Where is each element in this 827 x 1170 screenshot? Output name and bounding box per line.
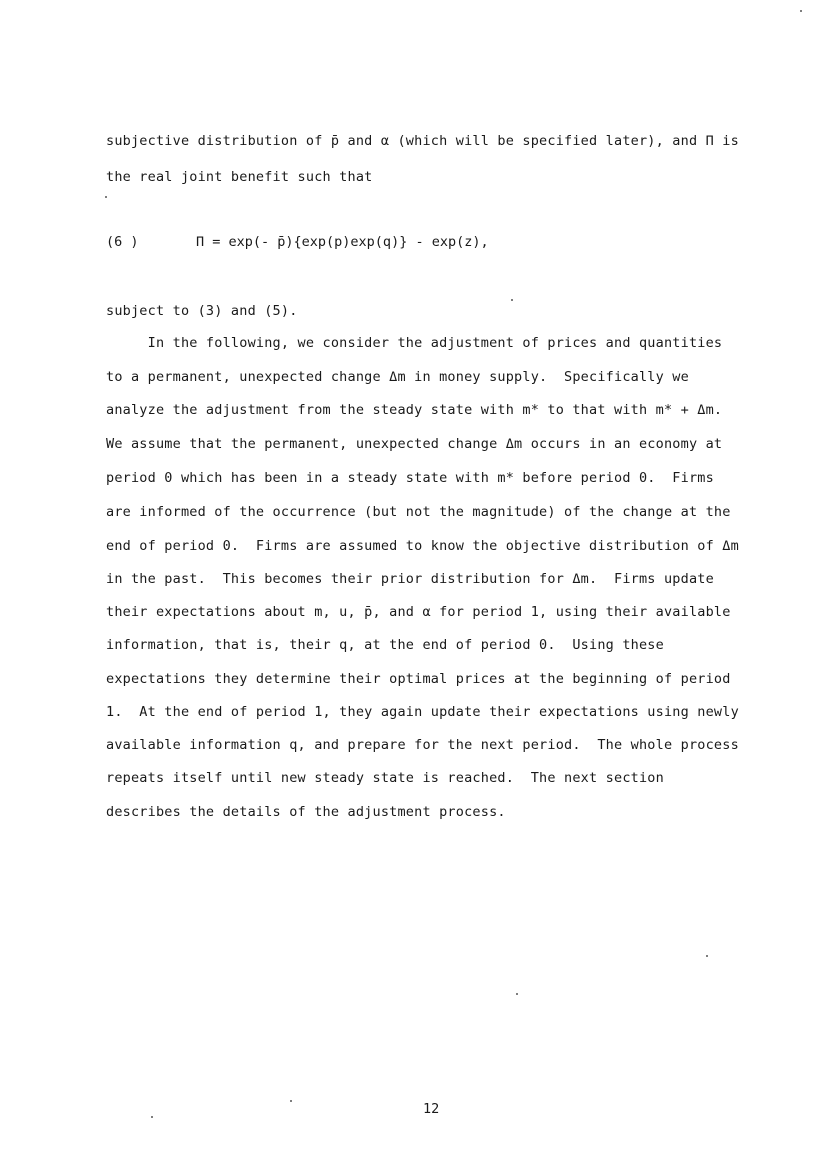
scan-speck bbox=[151, 1116, 153, 1118]
body-line: in the past. This becomes their prior distribution for Δm. Firms update bbox=[106, 571, 714, 587]
body-line: 1. At the end of period 1, they again update their expectations using newly bbox=[106, 704, 739, 720]
body-line: In the following, we consider the adjustment of prices and quantities bbox=[106, 335, 723, 351]
body-line: subjective distribution of p̄ and α (which will be specified later), and Π is bbox=[106, 133, 739, 149]
scan-speck bbox=[105, 196, 107, 198]
body-line: are informed of the occurrence (but not the magnitude) of the change at the bbox=[106, 504, 731, 520]
scan-speck bbox=[511, 299, 513, 301]
body-line: subject to (3) and (5). bbox=[106, 303, 298, 319]
body-line: end of period 0. Firms are assumed to know the objective distribution of Δm bbox=[106, 538, 739, 554]
scan-speck bbox=[290, 1100, 292, 1102]
body-line: the real joint benefit such that bbox=[106, 169, 373, 185]
body-line: available information q, and prepare for the next period. The whole process bbox=[106, 737, 739, 753]
body-line: period 0 which has been in a steady state with m* before period 0. Firms bbox=[106, 470, 714, 486]
scan-speck bbox=[706, 955, 708, 957]
scan-speck bbox=[516, 993, 518, 995]
body-line: We assume that the permanent, unexpected change Δm occurs in an economy at bbox=[106, 436, 723, 452]
scan-speck bbox=[800, 10, 802, 12]
body-line: describes the details of the adjustment process. bbox=[106, 804, 506, 820]
equation-number: (6 ) bbox=[106, 234, 139, 250]
body-line: analyze the adjustment from the steady state with m* to that with m* + Δm. bbox=[106, 402, 723, 418]
body-line: expectations they determine their optimal prices at the beginning of period bbox=[106, 671, 731, 687]
page-number: 12 bbox=[423, 1101, 440, 1117]
body-line: repeats itself until new steady state is reached. The next section bbox=[106, 770, 664, 786]
body-line: information, that is, their q, at the end of period 0. Using these bbox=[106, 637, 664, 653]
body-line: their expectations about m, u, p̄, and α for period 1, using their available bbox=[106, 604, 731, 620]
body-line: to a permanent, unexpected change Δm in money supply. Specifically we bbox=[106, 369, 689, 385]
equation: Π = exp(- p̄){exp(p)exp(q)} - exp(z), bbox=[196, 234, 489, 250]
